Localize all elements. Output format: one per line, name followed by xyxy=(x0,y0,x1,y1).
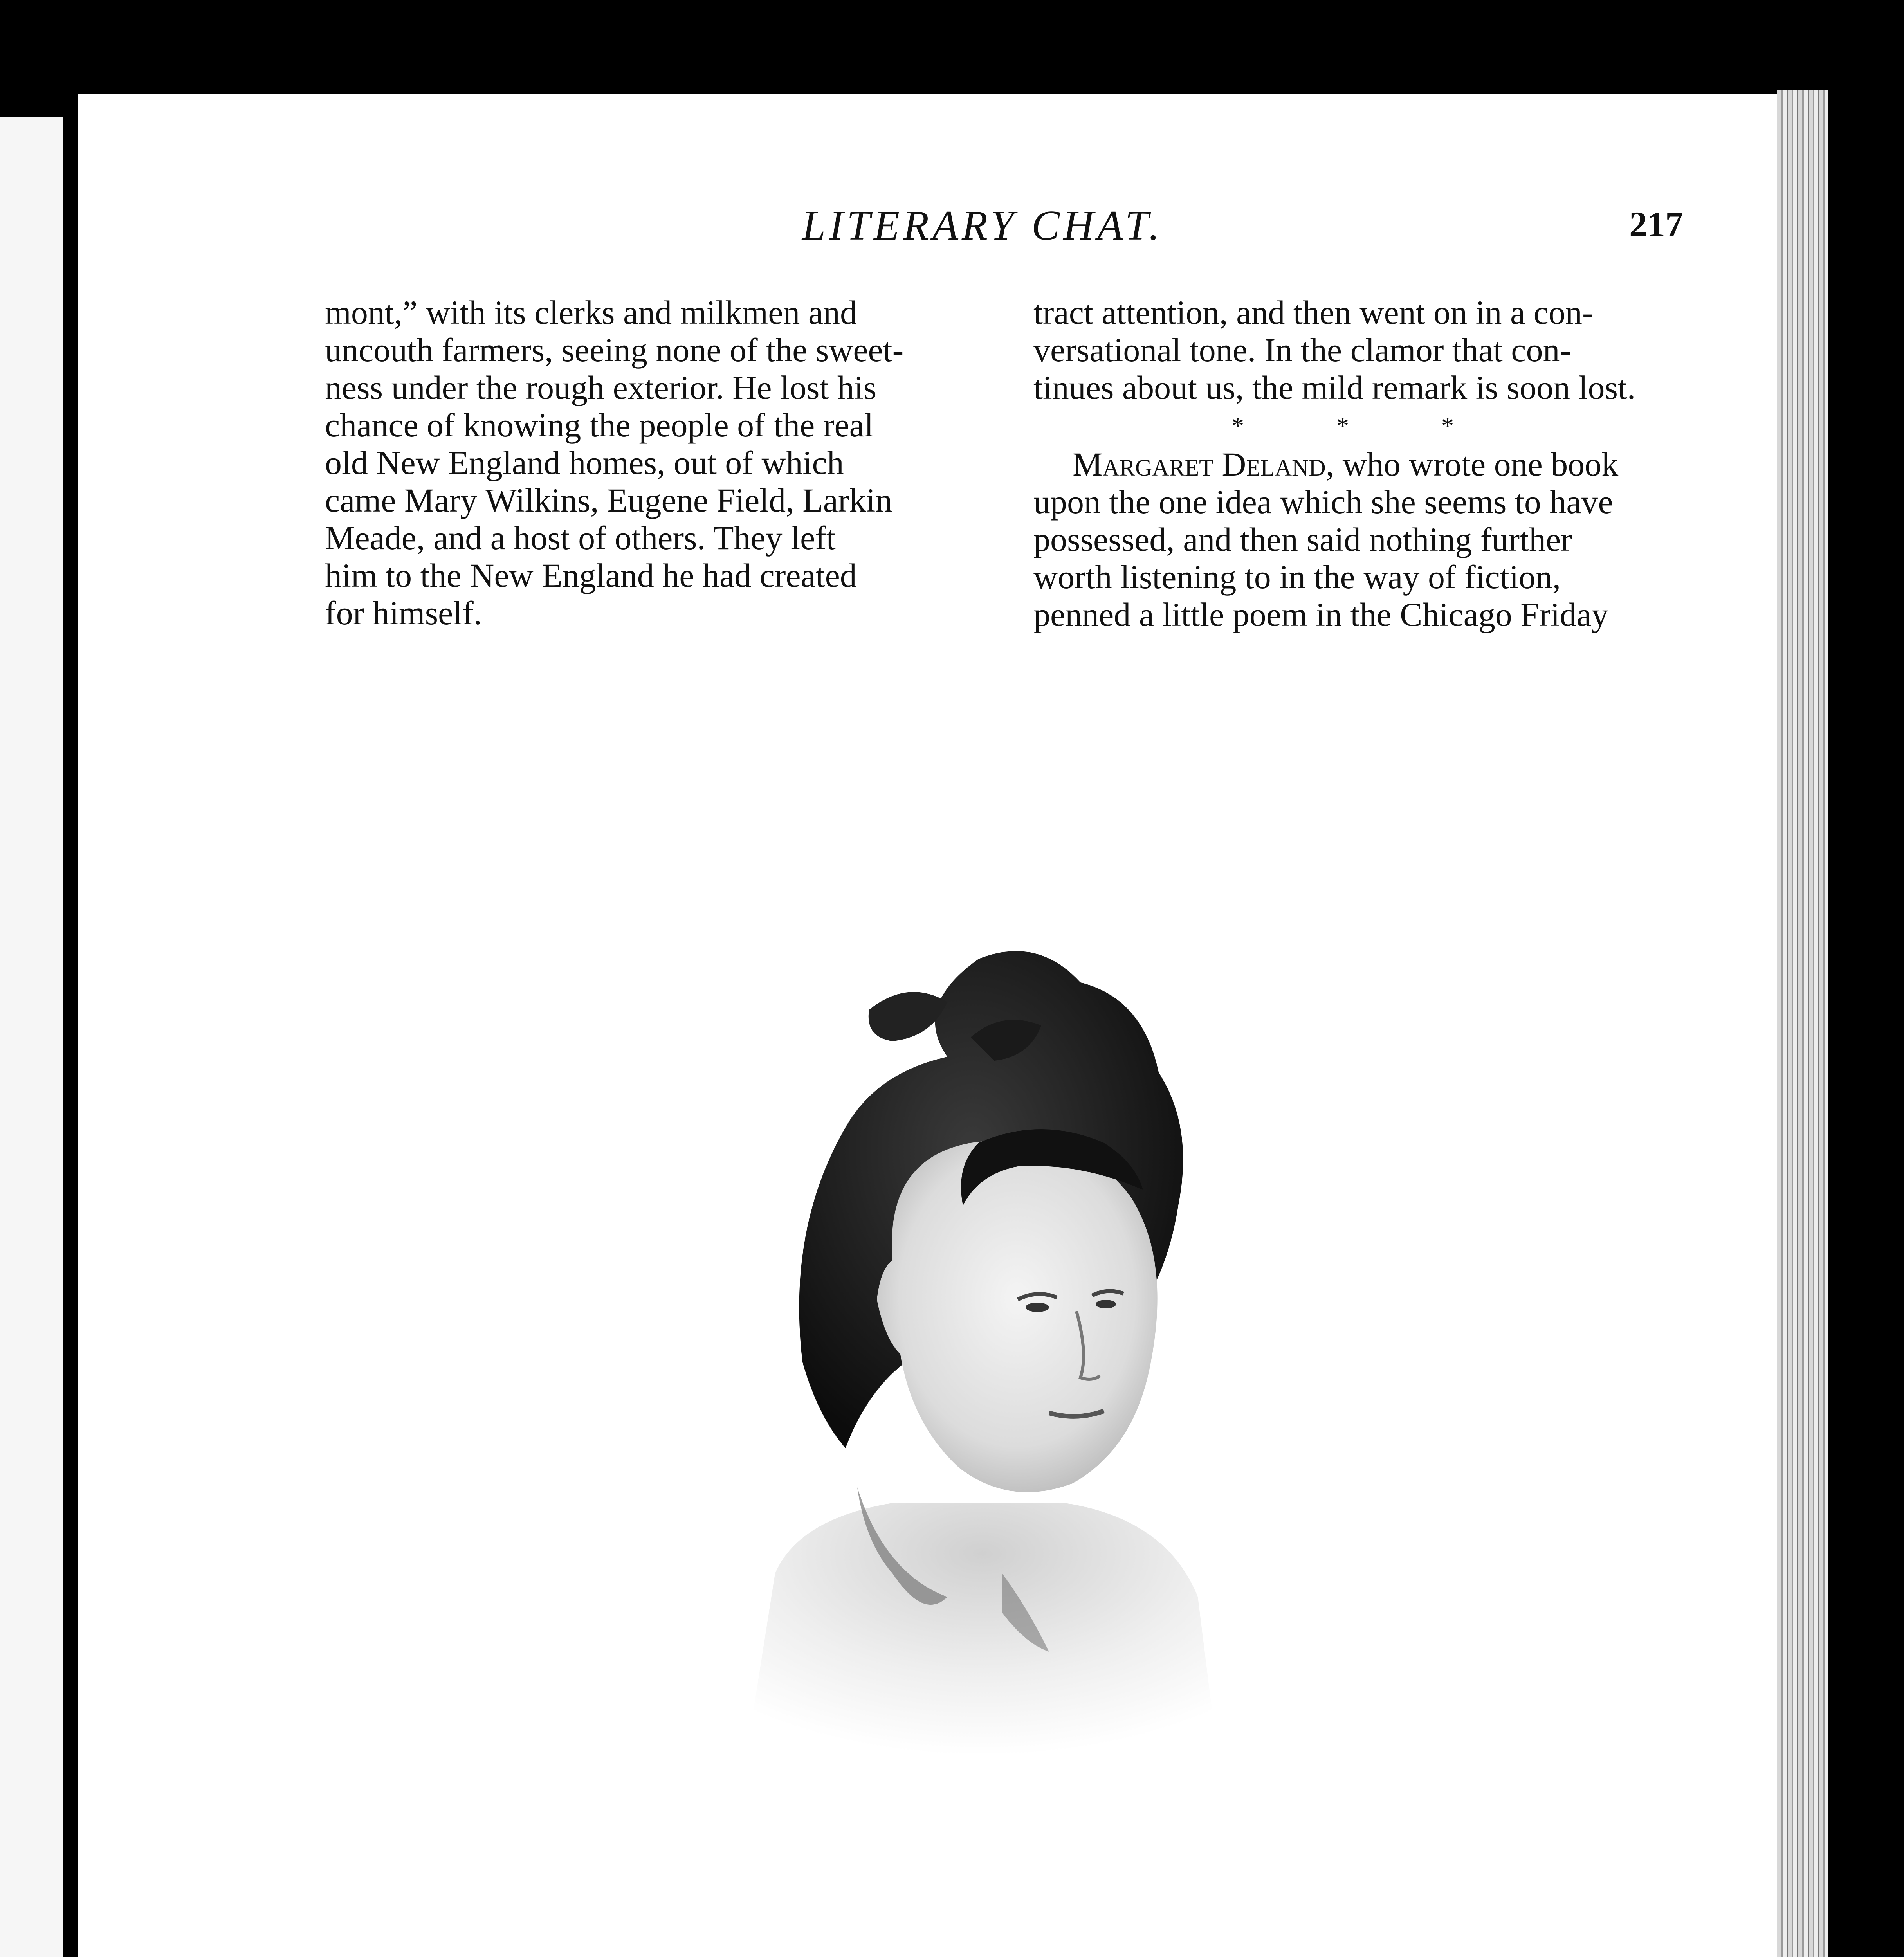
text-line: mont,” with its clerks and milkmen and xyxy=(325,294,857,331)
text-line: versational tone. In the clamor that con- xyxy=(1033,331,1571,369)
text-line: upon the one idea which she seems to have xyxy=(1033,483,1613,521)
text-line: tract attention, and then went on in a con- xyxy=(1033,294,1594,331)
portrait-photo xyxy=(728,908,1237,1789)
book-page xyxy=(78,94,1777,1957)
text-line: tinues about us, the mild remark is soon lost. xyxy=(1033,369,1636,406)
section-separator: * * * xyxy=(1231,412,1497,440)
text-fragment: who wrote one book xyxy=(1342,445,1619,483)
text-line: possessed, and then said nothing further xyxy=(1033,521,1572,558)
text-line: old New England homes, out of which xyxy=(325,444,844,481)
text-line: him to the New England he had created xyxy=(325,557,857,594)
page-number: 217 xyxy=(1629,204,1683,244)
author-name-deland: Margaret Deland, xyxy=(1073,445,1334,483)
text-line: worth listening to in the way of fiction, xyxy=(1033,558,1561,596)
text-line: Meade, and a host of others. They left xyxy=(325,519,836,557)
text-line: for himself. xyxy=(325,594,482,632)
text-line xyxy=(1033,445,1695,483)
facing-page-edge xyxy=(0,117,63,1957)
running-title: LITERARY CHAT. xyxy=(802,202,1163,249)
text-line: penned a little poem in the Chicago Friday xyxy=(1033,596,1608,633)
portrait-illustration xyxy=(728,908,1237,1789)
page-stack-edge xyxy=(1777,90,1828,1957)
text-line: came Mary Wilkins, Eugene Field, Larkin xyxy=(325,481,892,519)
text-line: chance of knowing the people of the real xyxy=(325,406,874,444)
text-line: ness under the rough exterior. He lost his xyxy=(325,369,877,406)
text-line: uncouth farmers, seeing none of the sweet- xyxy=(325,331,904,369)
top-left-column xyxy=(325,294,986,632)
top-right-column xyxy=(1033,294,1695,633)
book-gutter xyxy=(63,117,78,1957)
